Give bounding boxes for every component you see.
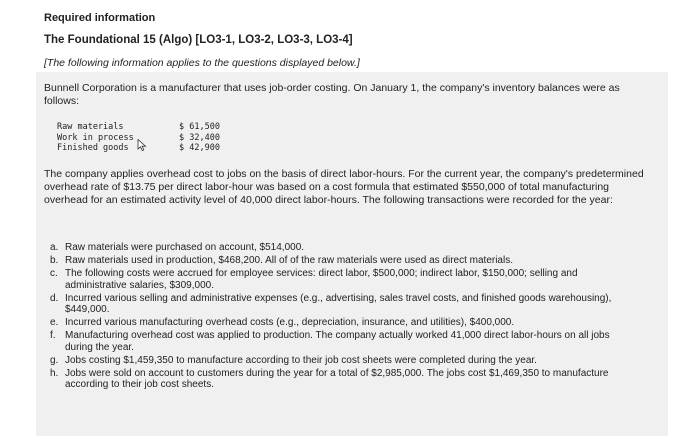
table-row <box>57 122 220 133</box>
item-text: Manufacturing overhead cost was applied to production. The company actually worked 41,000 direct labor-hours on all jobs during the year. <box>65 330 610 353</box>
item-marker: d. <box>50 292 59 304</box>
item-marker: f. <box>50 330 56 342</box>
overhead-paragraph: The company applies overhead cost to jobs on the basis of direct labor-hours. For the current year, the company's predetermined overhead rate of $13.75 per direct labor-hour was based on a cost formula that estimated $550,000 of total manufacturing overhead for an estimated activity level of 40,000 direct labor-hours. The following transactions were recorded for the year: <box>44 168 644 206</box>
item-text: Incurred various selling and administrative expenses (e.g., advertising, sales travel costs, and finished goods warehousing), $449,000. <box>65 292 612 316</box>
item-marker: h. <box>50 367 59 379</box>
inventory-label: Finished goods <box>57 143 129 153</box>
list-item <box>50 330 640 353</box>
inventory-value: $ 32,400 <box>179 132 220 143</box>
list-item <box>50 355 640 367</box>
problem-title: The Foundational 15 (Algo) [LO3-1, LO3-2, LO3-3, LO3-4] <box>44 34 353 46</box>
list-item <box>50 293 640 316</box>
required-label: Required information <box>44 12 156 24</box>
item-marker: c. <box>50 267 58 279</box>
item-text: The following costs were accrued for employee services: direct labor, $500,000; indirect labor, $150,000; selling and administrative salaries, $309,000. <box>65 267 578 291</box>
item-text: Jobs were sold on account to customers during the year for a total of $2,985,000. The jobs cost $1,469,350 to manufacture according to their job cost sheets. <box>65 367 609 391</box>
item-text: Jobs costing $1,459,350 to manufacture according to their job cost sheets were completed during the year. <box>65 354 537 366</box>
mouse-cursor-icon <box>137 139 147 151</box>
item-text: Raw materials used in production, $468,200. All of of the raw materials were used as direct materials. <box>65 254 513 266</box>
list-item <box>50 242 640 254</box>
list-item <box>50 317 640 329</box>
inventory-label: Work in process <box>57 132 134 143</box>
intro-paragraph: Bunnell Corporation is a manufacturer that uses job-order costing. On January 1, the company's inventory balances were as follows: <box>44 82 620 107</box>
inventory-value: $ 42,900 <box>179 143 220 153</box>
transactions-list <box>50 242 640 392</box>
inventory-label: Raw materials <box>57 122 124 132</box>
info-note: [The following information applies to the questions displayed below.] <box>44 57 360 69</box>
list-item <box>50 255 640 267</box>
item-marker: b. <box>50 254 59 266</box>
item-text: Incurred various manufacturing overhead costs (e.g., depreciation, insurance, and utilities), $400,000. <box>65 317 515 329</box>
item-text: Raw materials were purchased on account, $514,000. <box>65 242 305 253</box>
list-item <box>50 268 640 291</box>
item-marker: e. <box>50 317 59 329</box>
list-item <box>50 368 640 391</box>
item-marker: g. <box>50 354 59 366</box>
inventory-value: $ 61,500 <box>179 122 220 132</box>
item-marker: a. <box>50 242 59 253</box>
